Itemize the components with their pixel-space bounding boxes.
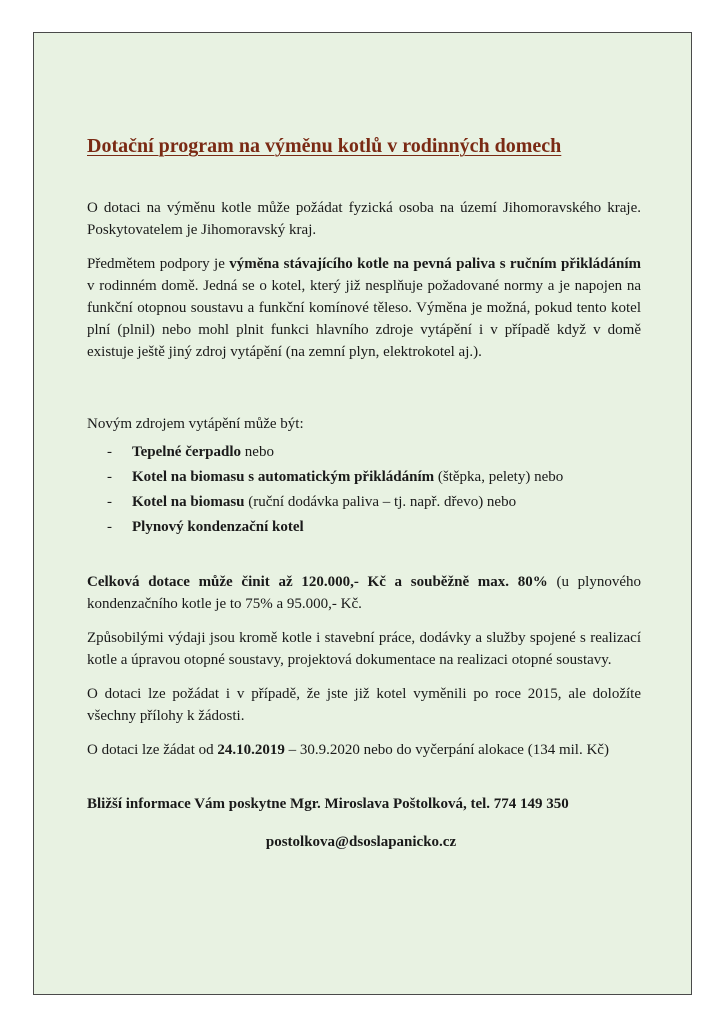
subject-paragraph xyxy=(87,253,641,363)
bullet-dash: - xyxy=(107,519,112,535)
contact-email: postolkova@dsoslapanicko.cz xyxy=(265,834,457,850)
document-content xyxy=(87,133,641,853)
list-item xyxy=(87,491,641,513)
retroactive-paragraph: O dotaci lze požádat i v případě, že jste již kotel vyměnili po roce 2015, ale doložíte všechny přílohy k žádosti. xyxy=(87,686,641,724)
subject-bold: výměna stávajícího kotle na pevná paliva s ručním přikládáním xyxy=(229,256,641,272)
spacer xyxy=(87,541,641,571)
list-item-bold: Kotel na biomasu s automatickým přikládáním xyxy=(132,469,435,485)
subject-text-start: Předmětem podpory je xyxy=(87,256,230,272)
list-item-bold: Kotel na biomasu xyxy=(132,494,245,510)
list-item-text: (štěpka, pelety) nebo xyxy=(434,469,564,485)
list-item-bold: Plynový kondenzační kotel xyxy=(132,519,304,535)
subsidy-text: (u plynového kondenzačního kotle je to 75% a 95.000,- Kč. xyxy=(87,574,641,612)
contact-info: Bližší informace Vám poskytne Mgr. Miroslava Poštolková, tel. 774 149 350 xyxy=(87,796,569,812)
sources-list xyxy=(87,441,641,538)
sources-heading: Novým zdrojem vytápění může být: xyxy=(87,416,304,432)
list-item-bold: Tepelné čerpadlo xyxy=(132,444,242,460)
subject-text-end: v rodinném domě. Jedná se o kotel, který již nesplňuje požadované normy a je napojen na funkční otopnou soustavu a funkční komínové těleso. Výměna je možná, pokud tento kotel plní (plnil) nebo mohl plnit funkci hlavního zdroje vytápění i v případě když v domě existuje ještě jiný zdroj vytápění (na zemní plyn, elektrokotel aj.). xyxy=(87,278,641,360)
list-item-text: (ruční dodávka paliva – tj. např. dřevo) nebo xyxy=(244,494,517,510)
list-item xyxy=(87,466,641,488)
bullet-dash: - xyxy=(107,494,112,510)
document-page xyxy=(33,32,692,995)
list-item xyxy=(87,441,641,463)
deadline-text-end: – 30.9.2020 nebo do vyčerpání alokace (134 mil. Kč) xyxy=(284,742,609,758)
subsidy-bold: Celková dotace může činit až 120.000,- Kč a souběžně max. 80% xyxy=(87,574,548,590)
deadline-text-start: O dotaci lze žádat od xyxy=(87,742,218,758)
subsidy-paragraph xyxy=(87,571,641,615)
list-item-text: nebo xyxy=(241,444,274,460)
deadline-date: 24.10.2019 xyxy=(217,742,285,758)
bullet-dash: - xyxy=(107,444,112,460)
deadline-paragraph xyxy=(87,739,641,761)
bullet-dash: - xyxy=(107,469,112,485)
list-item xyxy=(87,516,641,538)
document-title: Dotační program na výměnu kotlů v rodinných domech xyxy=(87,135,562,157)
intro-paragraph: O dotaci na výměnu kotle může požádat fyzická osoba na území Jihomoravského kraje. Poskytovatelem je Jihomoravský kraj. xyxy=(87,200,641,238)
spacer xyxy=(87,375,641,413)
eligible-costs-paragraph: Způsobilými výdaji jsou kromě kotle i stavební práce, dodávky a služby spojené s realizací kotle a úpravou otopné soustavy, projektová dokumentace na realizaci otopné soustavy. xyxy=(87,630,641,668)
